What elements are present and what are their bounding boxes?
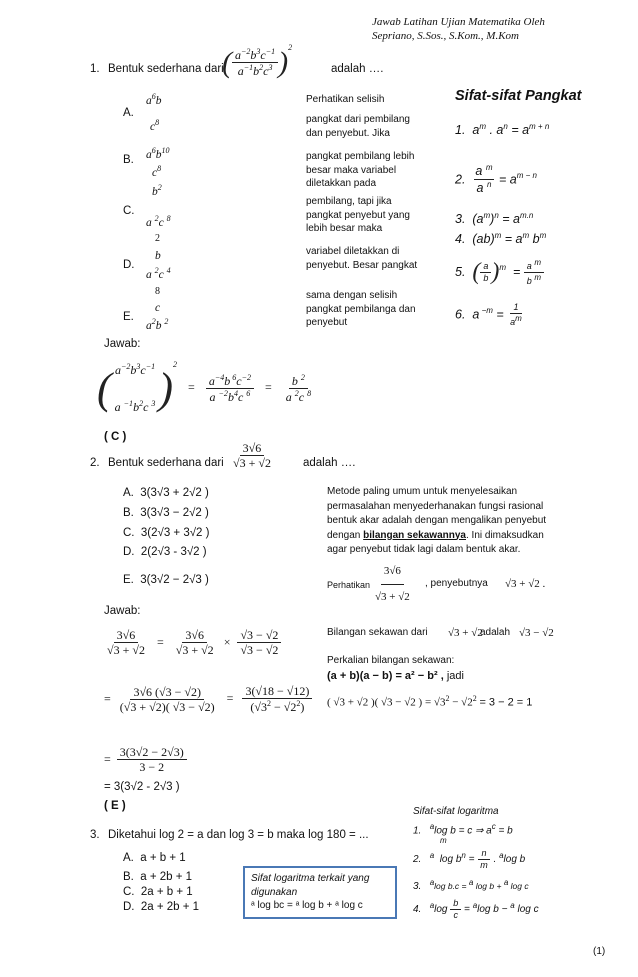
q2-step-3: = $\frac{3(3√2 - 2√3)}{3 - 2}$ xyxy=(104,745,187,775)
q1-jawab: Jawab: xyxy=(104,338,141,350)
q1-extra-2: 2 xyxy=(155,233,160,244)
sifat-log-3: 3. $^a$log b.c = $^a$ log b + $^a$ log c xyxy=(413,878,529,892)
sifat-pangkat-1: 1. $a^m$ . $a^n = a^{m + n}$ xyxy=(455,122,550,138)
q1-option-c-den: a $^2$c $^8$ xyxy=(146,214,171,229)
q1-option-c-num: $b^2$ xyxy=(152,183,162,198)
q2-option-a[interactable]: A. 3(3√3 + 2√2 ) xyxy=(123,487,209,499)
q1-extra-8: 8 xyxy=(155,286,160,297)
header-line-1: Jawab Latihan Ujian Matematika Oleh xyxy=(372,16,545,28)
q2-option-c[interactable]: C. 3(2√3 + 3√2 ) xyxy=(123,527,210,539)
q3-option-b[interactable]: B. a + 2b + 1 xyxy=(123,871,193,883)
q1-option-e-num: c xyxy=(155,302,161,314)
q1-option-c-label[interactable]: C. xyxy=(123,205,135,217)
q2-number: 2. xyxy=(90,457,100,469)
sifat-pangkat-5: 5. ( $\frac{a}{b}$ )$^m$ = $\frac{a ^m}{b ^m}$ xyxy=(455,258,544,287)
sekawan-label: Bilangan sekawan dari xyxy=(327,627,428,638)
log-box-line-3: ᵃ log bc = ᵃ log b + ᵃ log c xyxy=(251,900,363,911)
perhatikan-label: Perhatikan xyxy=(327,580,371,590)
perkalian-result: ( √3 + √2 )( √3 − √2 ) = $√3^2 - √2^2 = 3 - 2 = 1$ xyxy=(327,694,533,709)
note-4: pembilang, tapi jika pangkat penyebut yang lebih besar maka xyxy=(306,196,410,234)
q1-stem: Bentuk sederhana dari xyxy=(108,63,224,75)
note-1: Perhatikan selisih xyxy=(306,94,385,105)
note-5: variabel diletakkan di penyebut. Besar pangkat xyxy=(306,246,418,271)
q2-tail: adalah …. xyxy=(303,457,356,469)
q1-option-e-den: $a^2b$ $^2$ xyxy=(146,317,169,332)
q2-expression: $\frac{3√6}{√3 + √2}$ xyxy=(233,441,271,471)
q2-step-1: $\frac{3√6}{√3 + √2}$ = $\frac{3√6}{√3 + √2}$ × $\frac{√3 - √2}{√3 - √2}$ xyxy=(104,628,281,658)
q3-number: 3. xyxy=(90,829,100,841)
q1-option-e-label[interactable]: E. xyxy=(123,311,134,323)
log-box-line-2: digunakan xyxy=(251,886,298,898)
q1-expression: ( $\frac{a^{-2}b^3c^{-1}}{a^{-1}b^2c^3}$ )$^2$ xyxy=(222,42,293,79)
q1-option-b-num: $a^6b^{10}$ xyxy=(146,146,170,161)
q1-option-b-den: $c^8$ xyxy=(152,164,162,179)
penyebut-label: , penyebutnya xyxy=(425,578,488,589)
sifat-log-title: Sifat-sifat logaritma xyxy=(413,806,499,817)
q1-solution: ( $a^{-2}b^3c^{-1}$ a $^{-1}b^2c$ $^3$ )$^2$ = $\frac{a^{-4}b ^6c^{-2}}{a ^{-2}b^4c ^6}$ = $\frac{b ^2}{a ^2c ^8}$ xyxy=(97,360,312,415)
perkalian-label: Perkalian bilangan sekawan: xyxy=(327,655,455,666)
q1-option-b-label[interactable]: B. xyxy=(123,154,134,166)
q2-answer: ( E ) xyxy=(104,800,126,812)
q1-option-d-label[interactable]: D. xyxy=(123,259,135,271)
sekawan-base: √3 + √2 xyxy=(448,627,483,639)
sifat-log-2: 2. $^a$ $\log b^n$ = $\frac{n}{m}$ . $^a$log b xyxy=(413,848,526,870)
log-box-line-1: Sifat logaritma terkait yang xyxy=(251,873,370,884)
q3-stem: Diketahui log 2 = a dan log 3 = b maka log 180 = ... xyxy=(108,829,369,841)
penyebut-value: √3 + √2 . xyxy=(505,578,546,590)
log-property-box xyxy=(243,866,397,919)
perhatikan-fraction: $\frac{3√6}{√3 + √2}$ xyxy=(375,565,410,604)
sifat-pangkat-3: 3. $(a^m)^n = a^{m.n}$ xyxy=(455,211,534,227)
q1-option-a-label[interactable]: A. xyxy=(123,107,134,119)
q1-option-a-num: $a^6b$ xyxy=(146,92,162,107)
q2-stem: Bentuk sederhana dari xyxy=(108,457,224,469)
sifat-log-1: 1. $^a$log b = c ⇒ $a^c = b$ xyxy=(413,822,513,837)
page-number: (1) xyxy=(593,946,606,957)
sifat-pangkat-2: 2. $\frac{a ^m}{a ^n}$ = $a^{m - n}$ xyxy=(455,163,537,196)
perkalian-formula: (a + b)(a − b) = a² − b² , jadi xyxy=(327,670,464,682)
sifat-pangkat-title: Sifat-sifat Pangkat xyxy=(455,88,582,104)
sifat-pangkat-4: 4. $(ab)^m = a^m$ $b^m$ xyxy=(455,231,547,247)
note-2: pangkat dari pembilang dan penyebut. Jika xyxy=(306,114,410,139)
q2-method-note: Metode paling umum untuk menyelesaikan permasalahan menyederhanakan fungsi rasional bentuk akar adalah dengan mengalikan penyebut dengan bilangan sekawannya. Ini dimaksudkan agar penyebut tidak lagi dalam bentuk akar. xyxy=(327,486,547,555)
q2-step-2: = $\frac{3√6 (√3 - √2)}{(√3 + √2)( √3 - √2)}$ = $\frac{3(√18 - √12)}{(√3^2 - √2^2)}$ xyxy=(104,684,312,715)
q1-option-a-den: $c^8$ xyxy=(150,118,160,133)
q2-result: = 3(3√2 - 2√3 ) xyxy=(104,781,180,793)
q1-option-d-den: a $^2$c $^4$ xyxy=(146,266,171,281)
q3-option-a[interactable]: A. a + b + 1 xyxy=(123,852,186,864)
q2-option-b[interactable]: B. 3(3√3 − 2√2 ) xyxy=(123,507,209,519)
q1-tail: adalah …. xyxy=(331,63,384,75)
sekawan-adalah: adalah xyxy=(480,627,511,638)
q2-jawab: Jawab: xyxy=(104,605,141,617)
q3-option-c[interactable]: C. 2a + b + 1 xyxy=(123,886,193,898)
q1-answer: ( C ) xyxy=(104,431,127,443)
note-6: sama dengan selisih pangkat pembilanga dan penyebut xyxy=(306,290,416,328)
q1-number: 1. xyxy=(90,63,100,75)
sifat-pangkat-6: 6. a $^{-m}$ = $\frac{1}{a^m}$ xyxy=(455,302,522,327)
q3-option-d[interactable]: D. 2a + 2b + 1 xyxy=(123,901,200,913)
q2-option-e[interactable]: E. 3(3√2 − 2√3 ) xyxy=(123,574,209,586)
sekawan-value: √3 − √2 xyxy=(519,627,554,639)
header-line-2: Sepriano, S.Sos., S.Kom., M.Kom xyxy=(372,30,519,42)
q2-option-d[interactable]: D. 2(2√3 - 3√2 ) xyxy=(123,546,207,558)
q1-option-d-num: b xyxy=(155,250,161,262)
sifat-log-4: 4. $^a$log $\frac{b}{c}$ = $^a$log b − $^a$ log c xyxy=(413,898,539,920)
sifat-log-2-m: m xyxy=(440,836,447,845)
note-3: pangkat pembilang lebih besar maka variabel diletakkan pada xyxy=(306,151,415,189)
